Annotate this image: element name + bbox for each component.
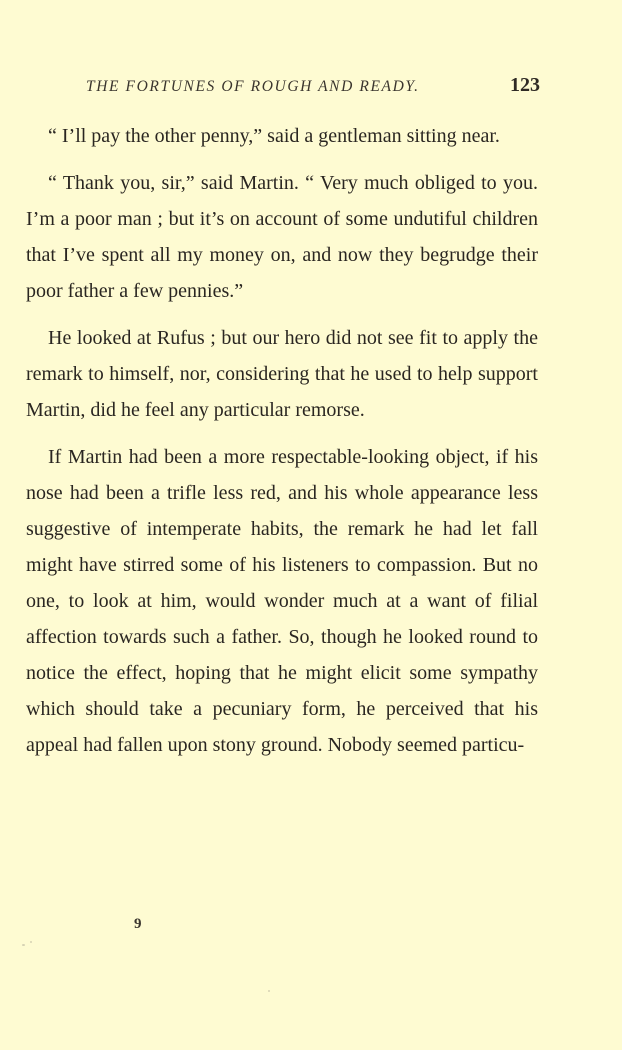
running-head [86,74,540,102]
paper-speck [268,990,270,992]
page-number: 123 [510,74,540,96]
paragraph: If Martin had been a more respectable-looking object, if his nose had been a trifle less red, and his whole appearance less suggestive of intemperate habits, the remark he had let fall might have stirred some of his listeners to compassion. But no one, to look at him, would wonder much at a want of filial affection towards such a father. So, though he looked round to notice the effect, hoping that he might elicit some sympathy which should take a pecuniary form, he perceived that his appeal had fallen upon stony ground. Nobody seemed particu- [26,446,538,756]
paragraph: “ I’ll pay the other penny,” said a gentleman sitting near. [48,125,500,147]
paragraph: “ Thank you, sir,” said Martin. “ Very much obliged to you. I’m a poor man ; but it’s on account of some undutiful children that I’ve spent all my money on, and now they begrudge their poor father a few pennies.” [26,172,538,302]
body-text [26,118,538,774]
signature-mark: 9 [134,916,142,932]
paragraph: He looked at Rufus ; but our hero did not see fit to apply the remark to himself, nor, considering that he used to help support Martin, did he feel any particular remorse. [26,327,538,421]
paper-speck [22,944,25,946]
running-title: THE FORTUNES OF ROUGH AND READY. [86,78,420,95]
paper-speck [30,941,32,943]
